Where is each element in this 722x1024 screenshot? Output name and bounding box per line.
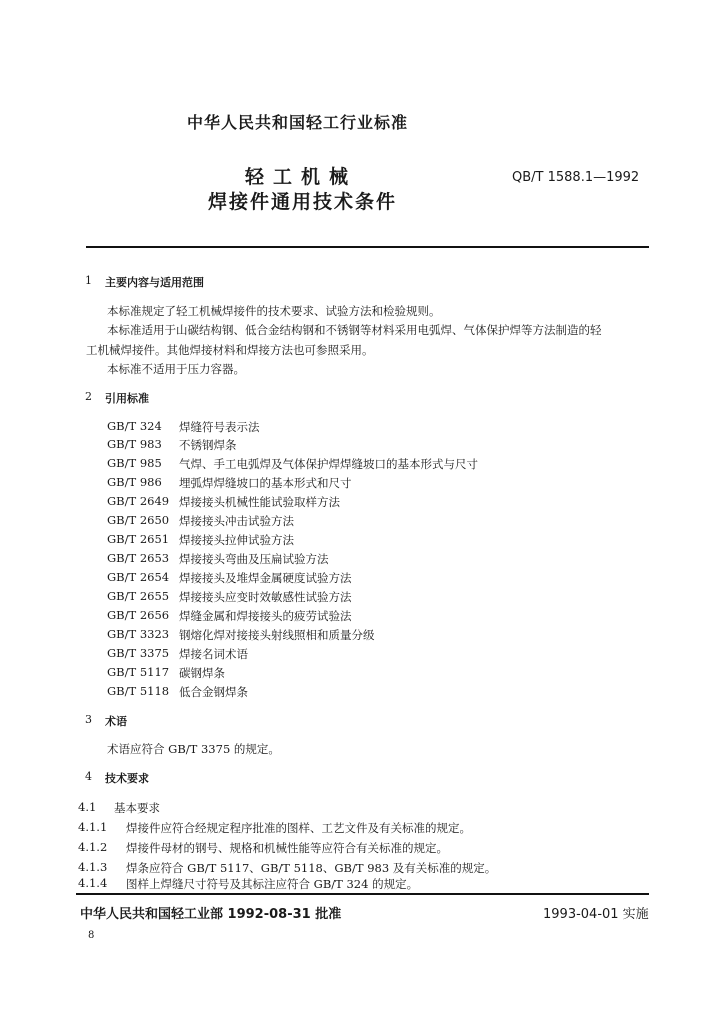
section-number: 1 — [85, 274, 92, 287]
reference-code: GB/T 983 — [107, 437, 162, 451]
reference-item — [107, 608, 627, 624]
reference-item — [107, 494, 627, 510]
section-title: 术语 — [105, 715, 127, 728]
reference-code: GB/T 2655 — [107, 589, 170, 603]
section-title: 技术要求 — [105, 772, 149, 785]
clause-text: 图样上焊缝尺寸符号及其标注应符合 GB/T 324 的规定。 — [126, 877, 419, 891]
paragraph: 本标准不适用于压力容器。 — [107, 362, 245, 376]
section-number: 4 — [85, 770, 92, 783]
reference-title: 钢熔化焊对接接头射线照相和质量分级 — [179, 628, 375, 642]
reference-title: 不锈钢焊条 — [179, 438, 237, 452]
section-number: 2 — [85, 390, 92, 403]
clause-number: 4.1.2 — [78, 840, 108, 854]
reference-code: GB/T 986 — [107, 475, 162, 489]
clause-number: 4.1.1 — [78, 820, 108, 834]
clause-item — [78, 860, 638, 876]
paragraph: 本标准适用于山碳结构钢、低合金结构钢和不锈钢等材料采用电弧焊、气体保护焊等方法制造的轻 — [107, 323, 602, 337]
reference-code: GB/T 2649 — [107, 494, 170, 508]
reference-title: 焊缝符号表示法 — [179, 420, 260, 434]
clause-number: 4.1.3 — [78, 860, 108, 874]
reference-title: 低合金钢焊条 — [179, 685, 248, 699]
reference-code: GB/T 3375 — [107, 646, 170, 660]
standard-title-line2: 焊接件通用技术条件 — [208, 191, 398, 213]
reference-title: 焊接接头应变时效敏感性试验方法 — [179, 590, 352, 604]
section-title: 主要内容与适用范围 — [105, 276, 204, 289]
section-title: 引用标准 — [105, 392, 149, 405]
reference-item — [107, 437, 627, 453]
reference-title: 焊接接头拉伸试验方法 — [179, 533, 294, 547]
clause-number: 4.1.4 — [78, 876, 108, 890]
footer-divider — [76, 893, 649, 895]
header-divider — [86, 246, 649, 248]
reference-title: 焊接接头及堆焊金属硬度试验方法 — [179, 571, 352, 585]
reference-code: GB/T 3323 — [107, 627, 170, 641]
reference-title: 焊缝金属和焊接接头的疲劳试验法 — [179, 609, 352, 623]
reference-title: 焊接接头机械性能试验取样方法 — [179, 495, 340, 509]
section-number: 3 — [85, 713, 92, 726]
clause-item — [78, 840, 638, 856]
reference-item — [107, 475, 627, 491]
subsection-number: 4.1 — [78, 800, 97, 814]
reference-code: GB/T 5118 — [107, 684, 170, 698]
clause-item — [78, 820, 638, 836]
subsection-heading — [78, 800, 378, 816]
standard-code: QB/T 1588.1—1992 — [512, 170, 640, 185]
clause-text: 焊条应符合 GB/T 5117、GB/T 5118、GB/T 983 及有关标准的规定。 — [126, 861, 497, 875]
approval-info: 中华人民共和国轻工业部 1992-08-31 批准 — [80, 907, 342, 922]
reference-title: 焊接接头弯曲及压扁试验方法 — [179, 552, 329, 566]
standard-title-line1: 轻工机械 — [245, 166, 358, 188]
reference-item — [107, 551, 627, 567]
reference-title: 焊接名词术语 — [179, 647, 248, 661]
reference-code: GB/T 985 — [107, 456, 162, 470]
reference-item — [107, 532, 627, 548]
reference-item — [107, 513, 627, 529]
section-4-heading — [85, 770, 385, 786]
reference-code: GB/T 2656 — [107, 608, 170, 622]
subsection-title: 基本要求 — [114, 801, 160, 815]
reference-code: GB/T 2651 — [107, 532, 170, 546]
section-3-heading — [85, 713, 385, 729]
reference-item — [107, 665, 627, 681]
reference-code: GB/T 2653 — [107, 551, 170, 565]
reference-item — [107, 570, 627, 586]
reference-item — [107, 684, 627, 700]
reference-code: GB/T 324 — [107, 419, 162, 433]
reference-title: 气焊、手工电弧焊及气体保护焊焊缝坡口的基本形式与尺寸 — [179, 457, 478, 471]
reference-item — [107, 646, 627, 662]
reference-item — [107, 589, 627, 605]
clause-text: 焊接件应符合经规定程序批准的图样、工艺文件及有关标准的规定。 — [126, 821, 471, 835]
reference-title: 碳钢焊条 — [179, 666, 225, 680]
reference-code: GB/T 2654 — [107, 570, 170, 584]
reference-title: 埋弧焊焊缝坡口的基本形式和尺寸 — [179, 476, 352, 490]
reference-item — [107, 456, 627, 472]
reference-item — [107, 627, 627, 643]
implementation-date: 1993-04-01 实施 — [543, 907, 649, 922]
reference-code: GB/T 5117 — [107, 665, 170, 679]
clause-item — [78, 876, 638, 892]
reference-item — [107, 419, 627, 435]
reference-code: GB/T 2650 — [107, 513, 170, 527]
paragraph-continued: 工机械焊接件。其他焊接材料和焊接方法也可参照采用。 — [86, 343, 374, 357]
section-1-heading — [85, 274, 385, 290]
page-number: 8 — [88, 930, 95, 941]
paragraph: 术语应符合 GB/T 3375 的规定。 — [107, 742, 280, 756]
clause-text: 焊接件母材的钢号、规格和机械性能等应符合有关标准的规定。 — [126, 841, 448, 855]
issuer-header: 中华人民共和国轻工行业标准 — [187, 113, 409, 132]
section-2-heading — [85, 390, 385, 406]
paragraph: 本标准规定了轻工机械焊接件的技术要求、试验方法和检验规则。 — [107, 304, 441, 318]
reference-title: 焊接接头冲击试验方法 — [179, 514, 294, 528]
